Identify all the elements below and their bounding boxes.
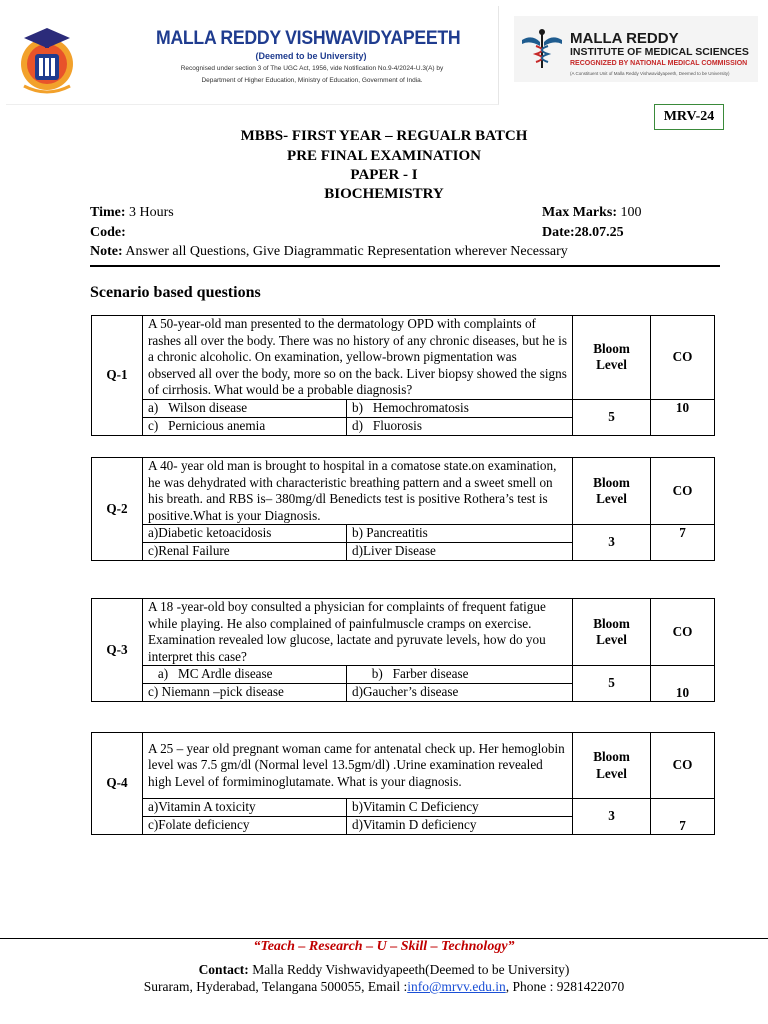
footer-slogan: “Teach – Research – U – Skill – Technology” [253, 939, 515, 954]
question-table-4 [91, 732, 715, 835]
co-header: CO [651, 599, 715, 666]
question-table-2 [91, 457, 715, 561]
address-text: Suraram, Hyderabad, Telangana 500055, Email : [143, 979, 408, 994]
exam-title-line-3: PAPER - I [350, 167, 418, 183]
bloom-level-value: 3 [573, 799, 651, 835]
institute-subtitle: INSTITUTE OF MEDICAL SCIENCES [570, 46, 749, 58]
max-marks-label: Max Marks: [542, 205, 618, 220]
note-value: Answer all Questions, Give Diagrammatic Representation wherever Necessary [122, 244, 568, 259]
time-label: Time: [90, 205, 126, 220]
option-b: b) Hemochromatosis [347, 399, 573, 417]
co-header: CO [651, 458, 715, 525]
phone-text: , Phone : 9281422070 [505, 979, 625, 994]
section-title: Scenario based questions [90, 284, 261, 301]
co-value: 7 [651, 799, 715, 835]
recognition-line-1: Recognised under section 3 of The UGC Act, 1956, vide Notification No.9-4/2024-U.3(A) by [180, 65, 444, 72]
code-label: Code: [90, 225, 126, 240]
university-deemed-status: (Deemed to be University) [255, 51, 367, 61]
question-stem: A 40- year old man is brought to hospital in a comatose state.on examination, he was dehydrated with characteristic breathing pattern and a sweet smell on his breath. and RBS is– 380mg/dl Benedicts test is positive Rothera’s test is positive.What is your Diagnosis. [143, 458, 573, 525]
institute-constituent-note: (A Constituent Unit of Malla Reddy Vishwavidyapeeth, Deemed to be University) [570, 71, 730, 76]
exam-title-line-1: MBBS- FIRST YEAR – REGUALR BATCH [240, 128, 528, 144]
option-a: a) Wilson disease [143, 399, 347, 417]
option-d: d)Gaucher’s disease [347, 684, 573, 702]
caduceus-icon [520, 26, 564, 70]
option-d: d) Fluorosis [347, 417, 573, 435]
contact-text: Malla Reddy Vishwavidyapeeth(Deemed to be University) [248, 962, 570, 977]
exam-code [90, 225, 126, 241]
footer-contact [0, 962, 768, 978]
question-number: Q-1 [92, 316, 143, 436]
question-table-1 [91, 315, 715, 436]
exam-note [90, 244, 568, 260]
header-divider [90, 265, 720, 267]
co-value: 10 [651, 399, 715, 435]
recognition-line-2: Department of Higher Education, Ministry of Education, Government of India. [201, 77, 423, 84]
co-value: 7 [651, 525, 715, 561]
option-a: a) MC Ardle disease [143, 666, 347, 684]
option-b: b) Pancreatitis [347, 525, 573, 543]
option-c: c)Folate deficiency [143, 817, 347, 835]
question-table-3 [91, 598, 715, 702]
co-header: CO [651, 316, 715, 400]
option-c: c) Niemann –pick disease [143, 684, 347, 702]
bloom-level-header: Bloom Level [573, 458, 651, 525]
bloom-level-value: 5 [573, 399, 651, 435]
option-d: d)Liver Disease [347, 543, 573, 561]
bloom-level-header: Bloom Level [573, 316, 651, 400]
question-number: Q-3 [92, 599, 143, 702]
option-b: b)Vitamin C Deficiency [347, 799, 573, 817]
question-stem: A 50-year-old man presented to the dermatology OPD with complaints of rashes all over the body. There was no history of any chronic diseases, but he is a chronic alcoholic. On examination, yellow-brown pigmentation was observed all over the body, more so on the back. Liver biopsy showed the signs of cirrhosis. What would be a probable diagnosis? [143, 316, 573, 400]
bloom-level-header: Bloom Level [573, 599, 651, 666]
paper-code-badge: MRV-24 [654, 104, 724, 130]
exam-date [542, 225, 624, 241]
institute-recognition: RECOGNIZED BY NATIONAL MEDICAL COMMISSION [570, 60, 748, 67]
exam-time [90, 205, 174, 221]
question-number: Q-4 [92, 733, 143, 835]
contact-label: Contact: [198, 962, 249, 977]
option-b: b) Farber disease [347, 666, 573, 684]
email-link[interactable]: info@mrvv.edu.in [407, 979, 506, 994]
bloom-level-value: 5 [573, 666, 651, 702]
exam-title-line-2: PRE FINAL EXAMINATION [287, 148, 481, 164]
institute-title: MALLA REDDY [570, 30, 679, 47]
max-marks-value: 100 [617, 205, 642, 220]
footer-address [0, 979, 768, 995]
time-value: 3 Hours [125, 205, 174, 220]
co-value: 10 [651, 666, 715, 702]
exam-subject: BIOCHEMISTRY [324, 186, 444, 202]
university-name: MALLA REDDY VISHWAVIDYAPEETH [156, 28, 461, 49]
option-c: c)Renal Failure [143, 543, 347, 561]
question-stem: A 25 – year old pregnant woman came for antenatal check up. Her hemoglobin level was 7.5 gm/dl (Normal level 13.5gm/dl) .Urine examination revealed high Level of formiminoglutamate. What is your diagnosis. [143, 733, 573, 799]
max-marks [542, 205, 642, 221]
institute-header [514, 16, 758, 82]
question-stem: A 18 -year-old boy consulted a physician for complaints of frequent fatigue while playing. He also complained of painfulmuscle cramps on exercise. Examination revealed low glucose, lactate and pyruvate levels, how do you interpret this case? [143, 599, 573, 666]
option-a: a)Vitamin A toxicity [143, 799, 347, 817]
bloom-level-value: 3 [573, 525, 651, 561]
date-label: Date:28.07.25 [542, 225, 624, 240]
co-header: CO [651, 733, 715, 799]
bloom-level-header: Bloom Level [573, 733, 651, 799]
option-c: c) Pernicious anemia [143, 417, 347, 435]
option-d: d)Vitamin D deficiency [347, 817, 573, 835]
question-number: Q-2 [92, 458, 143, 561]
note-label: Note: [90, 244, 123, 259]
university-header [6, 6, 499, 105]
option-a: a)Diabetic ketoacidosis [143, 525, 347, 543]
university-logo-icon [16, 16, 78, 100]
